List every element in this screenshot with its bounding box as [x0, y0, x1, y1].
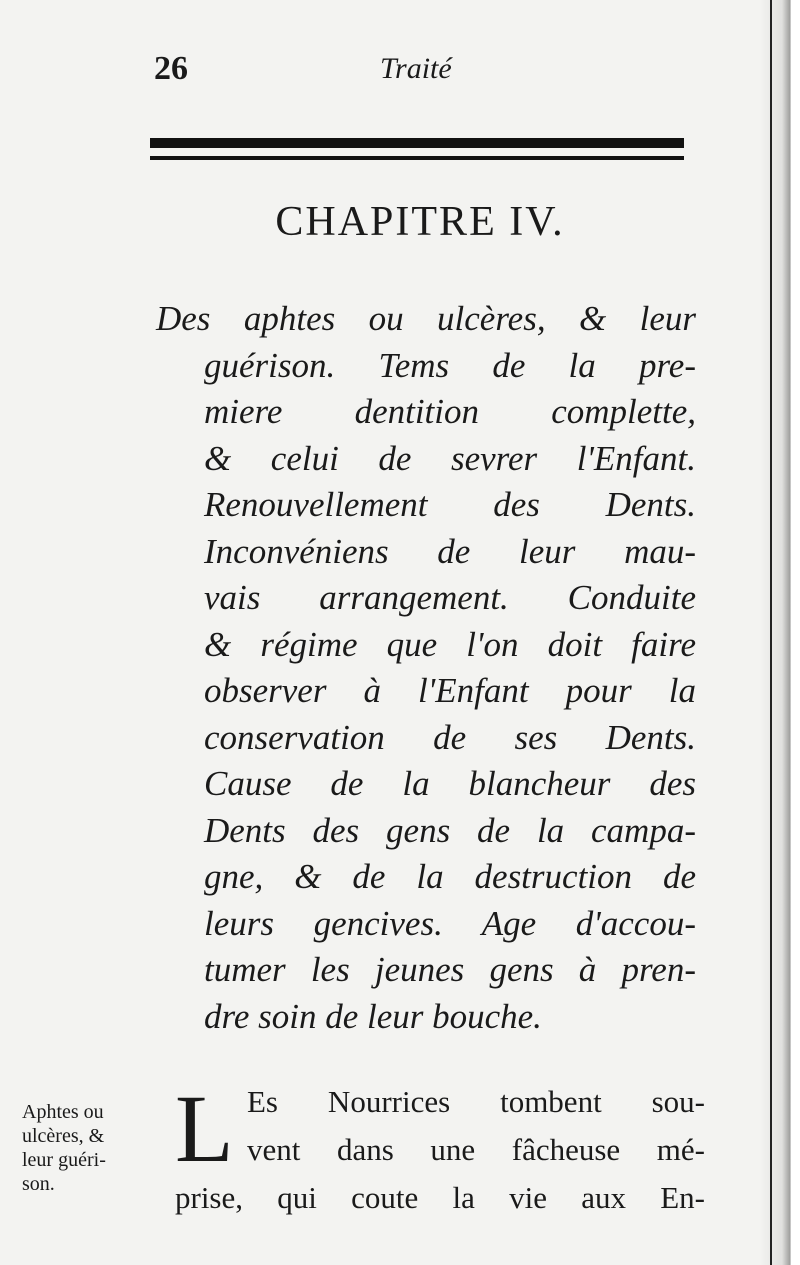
summary-line: Cause de la blancheur des — [204, 764, 696, 803]
body-line: vent dans une fâcheuse mé- — [247, 1132, 705, 1167]
page-binding-shadow — [760, 0, 800, 1265]
summary-line: Inconvéniens de leur mau- — [204, 531, 696, 571]
body-line: prise, qui coute la vie aux En- — [175, 1180, 705, 1215]
running-head: Traité — [380, 52, 452, 85]
summary-line: Dents des gens de la campa- — [204, 810, 696, 850]
summary-line: conservation de ses Dents. — [204, 717, 696, 757]
summary-line: observer à l'Enfant pour la — [204, 671, 696, 710]
summary-line: Renouvellement des Dents. — [204, 485, 696, 524]
page-header — [150, 50, 690, 90]
margin-note-line: ulcères, & — [22, 1125, 105, 1147]
drop-cap: L — [175, 1075, 234, 1182]
margin-note-line: leur guéri- — [22, 1149, 106, 1171]
summary-line: & régime que l'on doit faire — [204, 624, 696, 664]
summary-line: gne, & de la destruction de — [204, 857, 696, 896]
summary-line: vais arrangement. Conduite — [204, 578, 696, 617]
header-rule-thin — [150, 156, 684, 160]
summary-line: tumer les jeunes gens à pren- — [204, 950, 696, 989]
margin-note-line: Aphtes ou — [22, 1101, 104, 1123]
summary-line: dre soin de leur bouche. — [204, 996, 542, 1036]
margin-note-line: son. — [22, 1173, 55, 1195]
summary-line: leurs gencives. Age d'accou- — [204, 903, 696, 943]
margin-note — [22, 1100, 172, 1196]
summary-line: Des aphtes ou ulcères, & leur — [156, 299, 696, 338]
summary-line: & celui de sevrer l'Enfant. — [204, 438, 696, 478]
page-number: 26 — [154, 50, 188, 87]
page-edge-line — [770, 0, 772, 1265]
summary-line: guérison. Tems de la pre- — [204, 345, 696, 385]
chapter-title: CHAPITRE IV. — [275, 199, 565, 245]
header-rule-thick — [150, 138, 684, 148]
chapter-summary — [156, 296, 696, 1040]
body-text — [175, 1075, 705, 1228]
body-line: Es Nourrices tombent sou- — [247, 1084, 705, 1119]
summary-line: miere dentition complette, — [204, 392, 696, 431]
